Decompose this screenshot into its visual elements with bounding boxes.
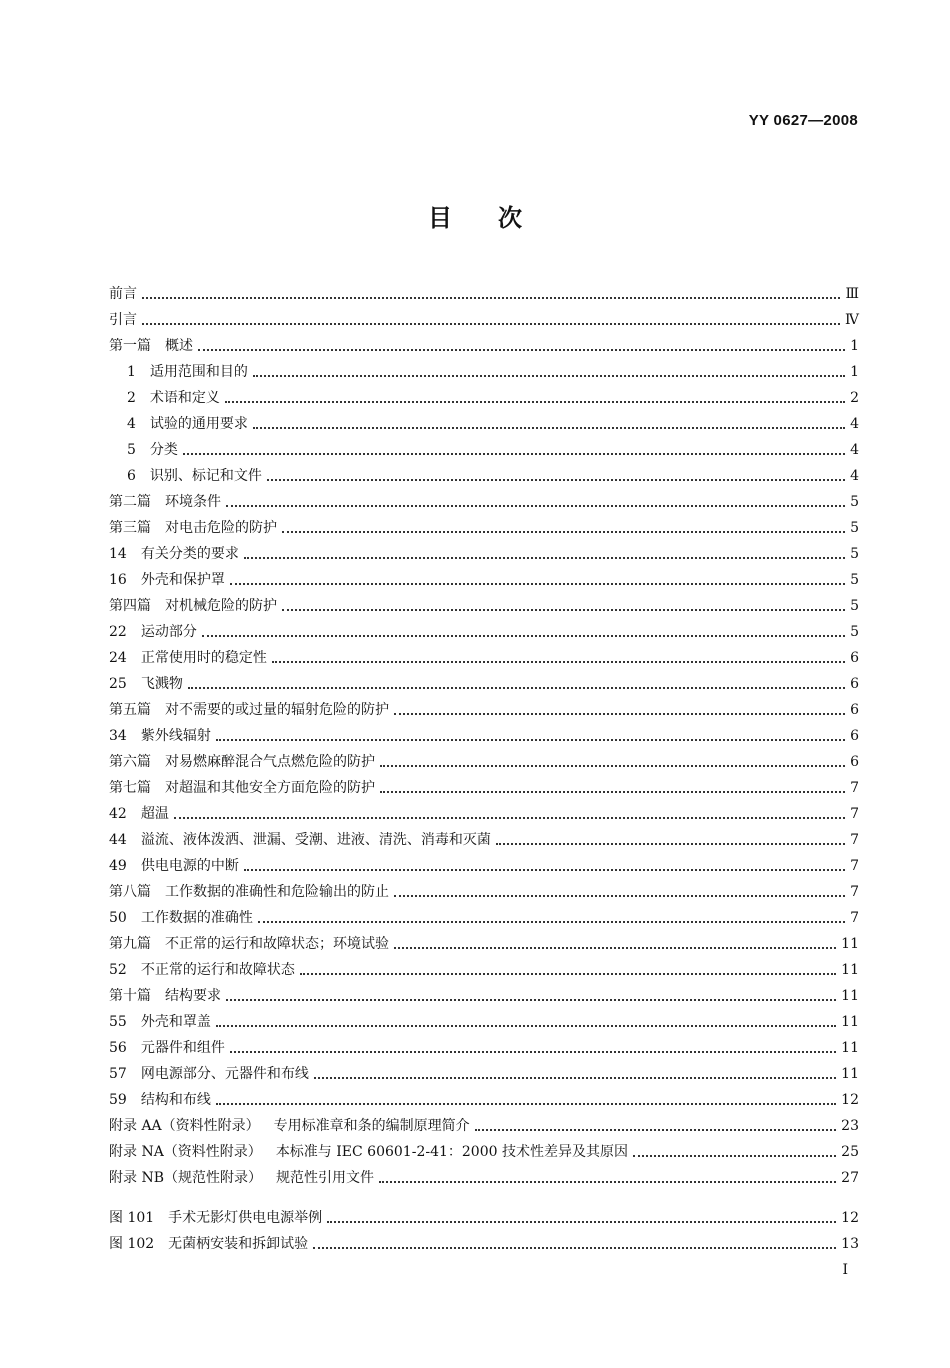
entry-label <box>109 489 221 515</box>
entry-page: 5 <box>850 624 859 640</box>
entry-title: 外壳和保护罩 <box>140 572 225 588</box>
entry-page: 11 <box>841 988 859 1004</box>
entry-page: 7 <box>850 780 859 796</box>
toc-entry[interactable] <box>109 567 859 593</box>
toc-entry[interactable] <box>109 957 859 983</box>
entry-label <box>109 1139 628 1165</box>
entry-number: 图 102 <box>109 1236 155 1252</box>
dot-leader <box>394 947 836 949</box>
entry-label <box>109 905 253 931</box>
entry-number: 57 <box>109 1066 127 1082</box>
entry-label <box>109 931 389 957</box>
dot-leader <box>198 349 845 351</box>
entry-title: 适用范围和目的 <box>149 364 248 380</box>
dot-leader <box>216 739 845 741</box>
entry-number: 第八篇 <box>109 884 151 900</box>
entry-label <box>109 437 178 463</box>
entry-number: 44 <box>109 832 127 848</box>
entry-page: 1 <box>850 364 859 380</box>
dot-leader <box>174 817 845 819</box>
entry-title: 不正常的运行和故障状态；环境试验 <box>165 936 389 952</box>
dot-leader <box>282 609 845 611</box>
entry-label <box>109 1165 374 1191</box>
entry-title: 有关分类的要求 <box>140 546 239 562</box>
entry-title: 元器件和组件 <box>140 1040 225 1056</box>
dot-leader <box>282 531 845 533</box>
entry-page: 23 <box>841 1118 859 1134</box>
dot-leader <box>230 583 845 585</box>
dot-leader <box>253 375 845 377</box>
toc-entry[interactable] <box>109 879 859 905</box>
entry-number: 第九篇 <box>109 936 151 952</box>
entry-title: 飞溅物 <box>140 676 183 692</box>
entry-number: 4 <box>127 416 136 432</box>
toc-entry[interactable] <box>109 827 859 853</box>
dot-leader <box>225 401 845 403</box>
figure-list <box>109 1205 859 1257</box>
entry-title: 工作数据的准确性 <box>140 910 253 926</box>
entry-title: 对电击危险的防护 <box>165 520 277 536</box>
figure-entry[interactable] <box>109 1231 859 1257</box>
entry-page: 11 <box>841 936 859 952</box>
entry-title: 专用标准章和条的编制原理简介 <box>273 1118 470 1134</box>
dot-leader <box>202 635 845 637</box>
entry-label <box>109 307 137 333</box>
figure-entry[interactable] <box>109 1205 859 1231</box>
toc-entry[interactable] <box>109 671 859 697</box>
entry-label <box>109 541 239 567</box>
entry-label <box>109 333 193 359</box>
page-number: I <box>842 1262 848 1278</box>
dot-leader <box>633 1155 836 1157</box>
toc-entry[interactable] <box>109 1061 859 1087</box>
entry-label <box>109 515 277 541</box>
entry-label <box>109 827 491 853</box>
entry-title: 超温 <box>140 806 169 822</box>
entry-number: 1 <box>127 364 136 380</box>
entry-page: 11 <box>841 1014 859 1030</box>
toc-entry[interactable] <box>109 333 859 359</box>
entry-page: 6 <box>850 702 859 718</box>
entry-label <box>109 385 220 411</box>
toc-entry[interactable] <box>109 801 859 827</box>
entry-number: 图 101 <box>109 1210 155 1226</box>
entry-page: 12 <box>841 1210 859 1226</box>
toc-entry[interactable] <box>109 593 859 619</box>
entry-title: 分类 <box>149 442 178 458</box>
entry-number: 第一篇 <box>109 338 151 354</box>
entry-label <box>109 411 248 437</box>
entry-label <box>109 1009 211 1035</box>
entry-title: 识别、标记和文件 <box>149 468 262 484</box>
dot-leader <box>379 1181 836 1183</box>
entry-label <box>109 749 375 775</box>
entry-number: 25 <box>109 676 127 692</box>
toc-entry[interactable] <box>109 411 859 437</box>
entry-page: 4 <box>850 416 859 432</box>
entry-number: 2 <box>127 390 136 406</box>
dot-leader <box>314 1077 836 1079</box>
entry-title: 运动部分 <box>140 624 197 640</box>
standard-code: YY 0627—2008 <box>748 112 858 129</box>
dot-leader <box>226 999 836 1001</box>
entry-page: 11 <box>841 962 859 978</box>
entry-title: 手术无影灯供电电源举例 <box>168 1210 323 1226</box>
toc-entry[interactable] <box>109 775 859 801</box>
entry-title: 概述 <box>165 338 193 354</box>
toc-entry[interactable] <box>109 463 859 489</box>
entry-title: 结构和布线 <box>140 1092 211 1108</box>
toc-entry[interactable] <box>109 281 859 307</box>
entry-label <box>109 957 295 983</box>
dot-leader <box>394 713 845 715</box>
entry-number: 第五篇 <box>109 702 151 718</box>
entry-page: 27 <box>841 1170 859 1186</box>
toc-entry[interactable] <box>109 1009 859 1035</box>
toc-entry[interactable] <box>109 723 859 749</box>
entry-title: 术语和定义 <box>149 390 220 406</box>
entry-title: 溢流、液体泼洒、泄漏、受潮、进液、清洗、消毒和灭菌 <box>140 832 491 848</box>
dot-leader <box>230 1051 836 1053</box>
entry-page: 5 <box>850 520 859 536</box>
toc-entry[interactable] <box>109 749 859 775</box>
entry-number: 50 <box>109 910 127 926</box>
entry-page: 5 <box>850 494 859 510</box>
entry-title: 环境条件 <box>165 494 221 510</box>
entry-page: 7 <box>850 910 859 926</box>
entry-page: 11 <box>841 1066 859 1082</box>
dot-leader <box>216 1103 836 1105</box>
toc-entry[interactable] <box>109 307 859 333</box>
toc-entry[interactable] <box>109 541 859 567</box>
toc-entry[interactable] <box>109 1165 859 1191</box>
entry-page: 5 <box>850 572 859 588</box>
entry-label <box>109 697 389 723</box>
entry-number: 16 <box>109 572 127 588</box>
entry-page: 5 <box>850 546 859 562</box>
dot-leader <box>244 869 845 871</box>
dot-leader <box>253 427 845 429</box>
entry-number: 5 <box>127 442 136 458</box>
entry-label <box>109 593 277 619</box>
entry-page: 13 <box>841 1236 859 1252</box>
entry-label <box>109 645 267 671</box>
dot-leader <box>475 1129 837 1131</box>
entry-title: 正常使用时的稳定性 <box>140 650 267 666</box>
entry-number: 附录 AA（资料性附录） <box>109 1118 260 1134</box>
entry-page: 5 <box>850 598 859 614</box>
entry-number: 附录 NA（资料性附录） <box>109 1144 262 1160</box>
entry-number: 59 <box>109 1092 127 1108</box>
dot-leader <box>380 791 845 793</box>
entry-number: 52 <box>109 962 127 978</box>
dot-leader <box>142 297 840 299</box>
toc-entry[interactable] <box>109 619 859 645</box>
toc-entry[interactable] <box>109 489 859 515</box>
dot-leader <box>327 1221 836 1223</box>
entry-label <box>109 723 211 749</box>
dot-leader <box>496 843 845 845</box>
toc-entry[interactable] <box>109 905 859 931</box>
dot-leader <box>313 1247 836 1249</box>
entry-title: 工作数据的准确性和危险输出的防止 <box>165 884 389 900</box>
entry-number: 第六篇 <box>109 754 151 770</box>
toc-entry[interactable] <box>109 385 859 411</box>
toc-entry[interactable] <box>109 931 859 957</box>
entry-page: 4 <box>850 468 859 484</box>
toc-entry[interactable] <box>109 1035 859 1061</box>
entry-page: 7 <box>850 806 859 822</box>
toc-entry[interactable] <box>109 1139 859 1165</box>
entry-title: 不正常的运行和故障状态 <box>140 962 295 978</box>
entry-label <box>109 671 183 697</box>
entry-title: 无菌柄安装和拆卸试验 <box>168 1236 309 1252</box>
entry-page: 6 <box>850 650 859 666</box>
entry-page: 7 <box>850 858 859 874</box>
dot-leader <box>380 765 845 767</box>
entry-label <box>109 775 375 801</box>
entry-number: 第二篇 <box>109 494 151 510</box>
entry-page: 4 <box>850 442 859 458</box>
entry-label <box>109 1061 309 1087</box>
toc-entry[interactable] <box>109 645 859 671</box>
toc-entry[interactable] <box>109 853 859 879</box>
toc-entry[interactable] <box>109 697 859 723</box>
entry-title: 试验的通用要求 <box>149 416 248 432</box>
entry-number: 49 <box>109 858 127 874</box>
entry-number: 第十篇 <box>109 988 151 1004</box>
entry-number: 22 <box>109 624 127 640</box>
entry-page: 2 <box>850 390 859 406</box>
entry-number: 56 <box>109 1040 127 1056</box>
entry-page: 12 <box>841 1092 859 1108</box>
entry-page: 7 <box>850 832 859 848</box>
entry-label <box>109 879 389 905</box>
table-of-contents <box>109 281 859 1191</box>
entry-page: 25 <box>841 1144 859 1160</box>
entry-label <box>109 1035 225 1061</box>
entry-number: 24 <box>109 650 127 666</box>
dot-leader <box>272 661 845 663</box>
entry-label <box>109 1231 308 1257</box>
dot-leader <box>394 895 845 897</box>
entry-title: 外壳和罩盖 <box>140 1014 211 1030</box>
entry-number: 55 <box>109 1014 127 1030</box>
entry-title: 对超温和其他安全方面危险的防护 <box>165 780 375 796</box>
entry-label <box>109 853 239 879</box>
page-title: 目次 <box>428 204 568 232</box>
dot-leader <box>188 687 845 689</box>
toc-entry[interactable] <box>109 1113 859 1139</box>
toc-entry[interactable] <box>109 515 859 541</box>
entry-label <box>109 567 225 593</box>
dot-leader <box>183 453 845 455</box>
entry-title: 网电源部分、元器件和布线 <box>140 1066 309 1082</box>
entry-page: 7 <box>850 884 859 900</box>
toc-entry[interactable] <box>109 437 859 463</box>
entry-title: 规范性引用文件 <box>276 1170 374 1186</box>
entry-title: 结构要求 <box>165 988 221 1004</box>
entry-number: 14 <box>109 546 127 562</box>
toc-entry[interactable] <box>109 359 859 385</box>
entry-page: 1 <box>850 338 859 354</box>
entry-page: Ⅲ <box>845 286 859 302</box>
entry-label <box>109 1087 211 1113</box>
entry-page: 11 <box>841 1040 859 1056</box>
entry-label <box>109 801 169 827</box>
entry-title: 前言 <box>109 286 137 302</box>
entry-number: 第三篇 <box>109 520 151 536</box>
entry-title: 引言 <box>109 312 137 328</box>
dot-leader <box>216 1025 836 1027</box>
entry-title: 本标准与 IEC 60601-2-41：2000 技术性差异及其原因 <box>275 1144 628 1160</box>
entry-label <box>109 983 221 1009</box>
entry-label <box>109 619 197 645</box>
entry-title: 对易燃麻醉混合气点燃危险的防护 <box>165 754 375 770</box>
entry-page: 6 <box>850 754 859 770</box>
toc-entry[interactable] <box>109 1087 859 1113</box>
entry-page: 6 <box>850 676 859 692</box>
toc-entry[interactable] <box>109 983 859 1009</box>
entry-number: 34 <box>109 728 127 744</box>
dot-leader <box>300 973 836 975</box>
entry-label <box>109 281 137 307</box>
dot-leader <box>244 557 845 559</box>
entry-number: 6 <box>127 468 136 484</box>
entry-number: 第七篇 <box>109 780 151 796</box>
entry-page: 6 <box>850 728 859 744</box>
entry-label <box>109 1205 322 1231</box>
entry-title: 紫外线辐射 <box>140 728 211 744</box>
dot-leader <box>226 505 845 507</box>
entry-label <box>109 359 248 385</box>
entry-number: 附录 NB（规范性附录） <box>109 1170 262 1186</box>
entry-label <box>109 1113 470 1139</box>
entry-label <box>109 463 262 489</box>
entry-number: 42 <box>109 806 127 822</box>
entry-number: 第四篇 <box>109 598 151 614</box>
dot-leader <box>258 921 845 923</box>
entry-title: 对不需要的或过量的辐射危险的防护 <box>165 702 389 718</box>
entry-title: 供电电源的中断 <box>140 858 239 874</box>
entry-page: Ⅳ <box>845 312 859 328</box>
entry-title: 对机械危险的防护 <box>165 598 277 614</box>
dot-leader <box>142 323 840 325</box>
dot-leader <box>267 479 845 481</box>
